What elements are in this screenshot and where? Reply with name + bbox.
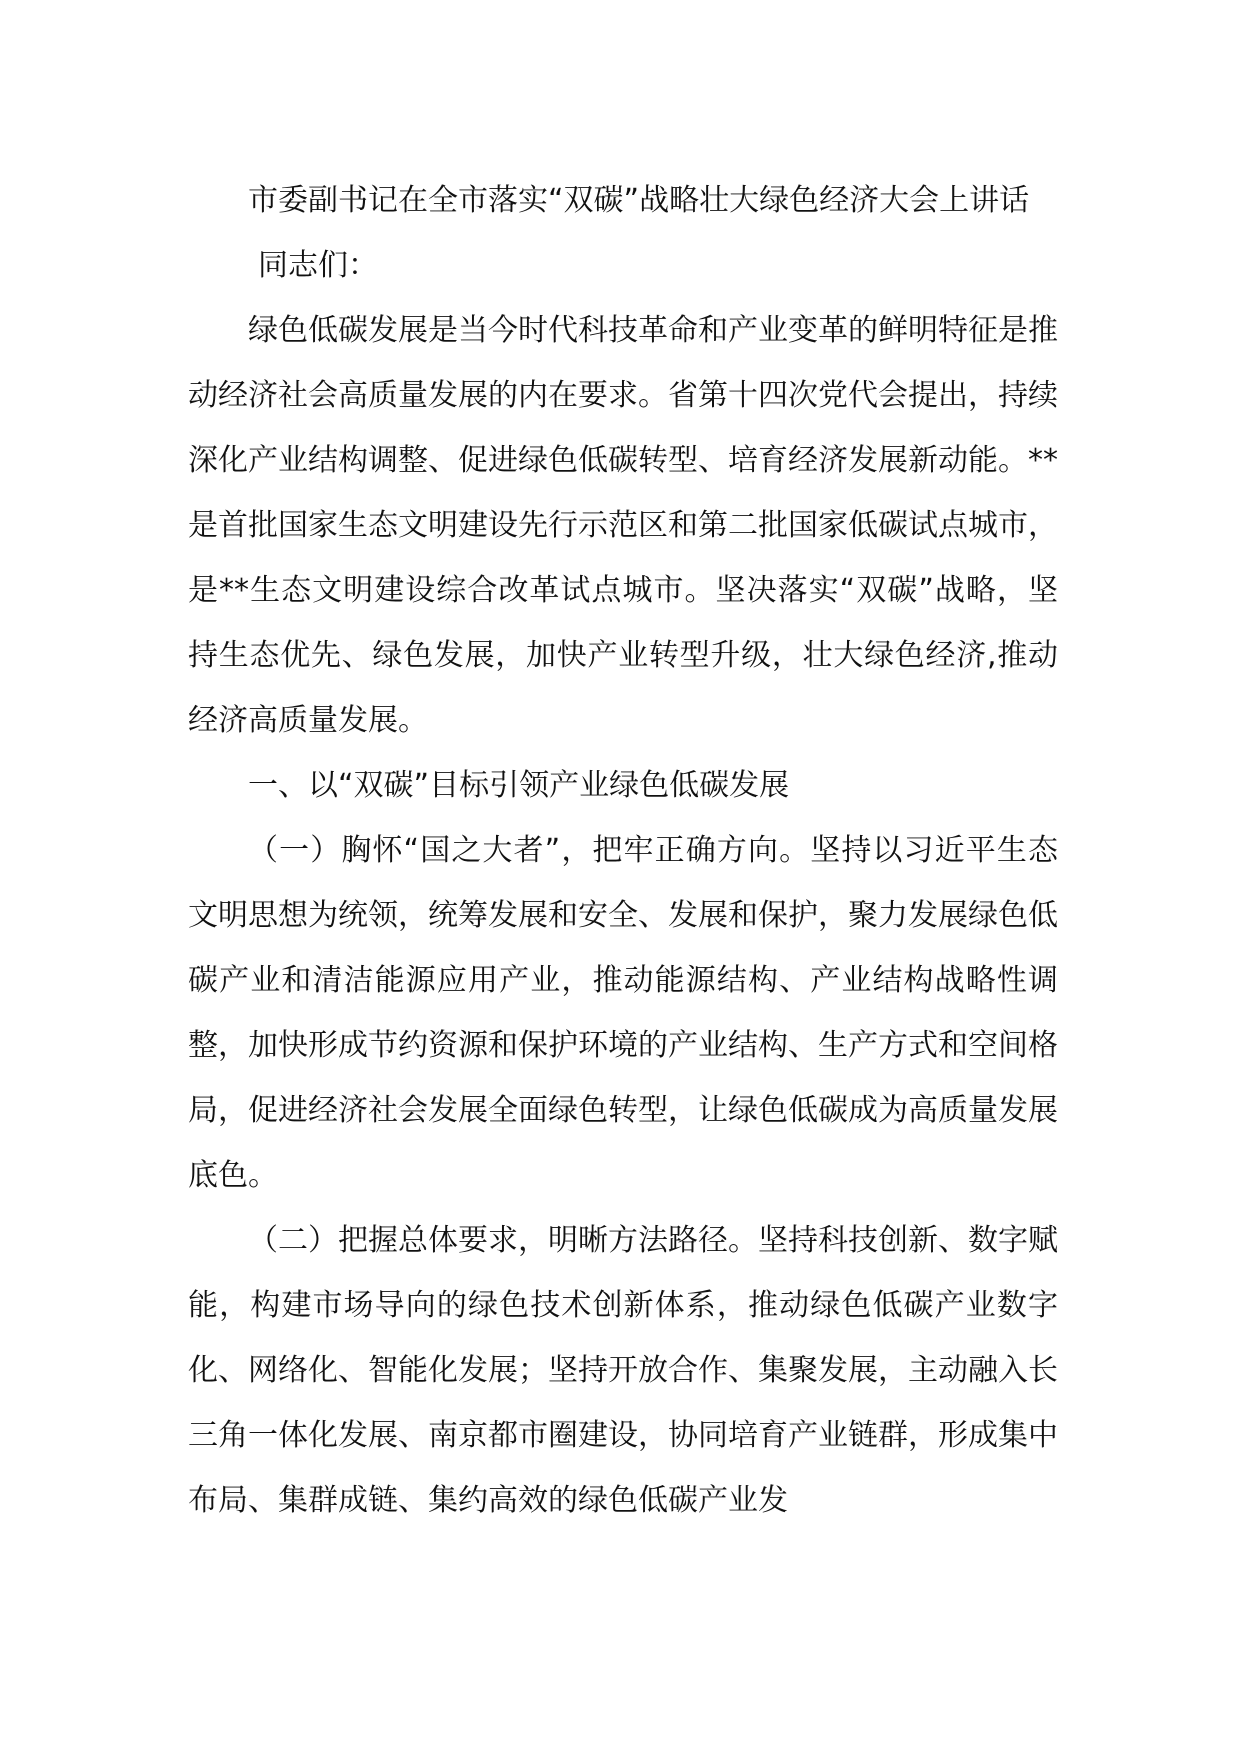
document-body [188, 168, 1058, 1533]
salutation: 同志们： [258, 248, 378, 283]
paragraph-subsection-2: （二）把握总体要求，明晰方法路径。坚持科技创新、数字赋能，构建市场导向的绿色技术创新体系，推动绿色低碳产业数字化、网络化、智能化发展；坚持开放合作、集聚发展，主动融入长三角一体化发展、南京都市圈建设，协同培育产业链群，形成集中布局、集群成链、集约高效的绿色低碳产业发 [188, 1223, 1058, 1518]
document-title: 市委副书记在全市落实“双碳”战略壮大绿色经济大会上讲话 [248, 183, 1030, 218]
section-heading-1: 一、以“双碳”目标引领产业绿色低碳发展 [248, 768, 790, 803]
paragraph-intro: 绿色低碳发展是当今时代科技革命和产业变革的鲜明特征是推动经济社会高质量发展的内在要求。省第十四次党代会提出，持续深化产业结构调整、促进绿色低碳转型、培育经济发展新动能。**是首批国家生态文明建设先行示范区和第二批国家低碳试点城市，是**生态文明建设综合改革试点城市。坚决落实“双碳”战略，坚持生态优先、绿色发展，加快产业转型升级，壮大绿色经济,推动经济高质量发展。 [188, 313, 1058, 738]
paragraph-subsection-1: （一）胸怀“国之大者”，把牢正确方向。坚持以习近平生态文明思想为统领，统筹发展和安全、发展和保护，聚力发展绿色低碳产业和清洁能源应用产业，推动能源结构、产业结构战略性调整，加快形成节约资源和保护环境的产业结构、生产方式和空间格局，促进经济社会发展全面绿色转型，让绿色低碳成为高质量发展底色。 [188, 833, 1058, 1193]
